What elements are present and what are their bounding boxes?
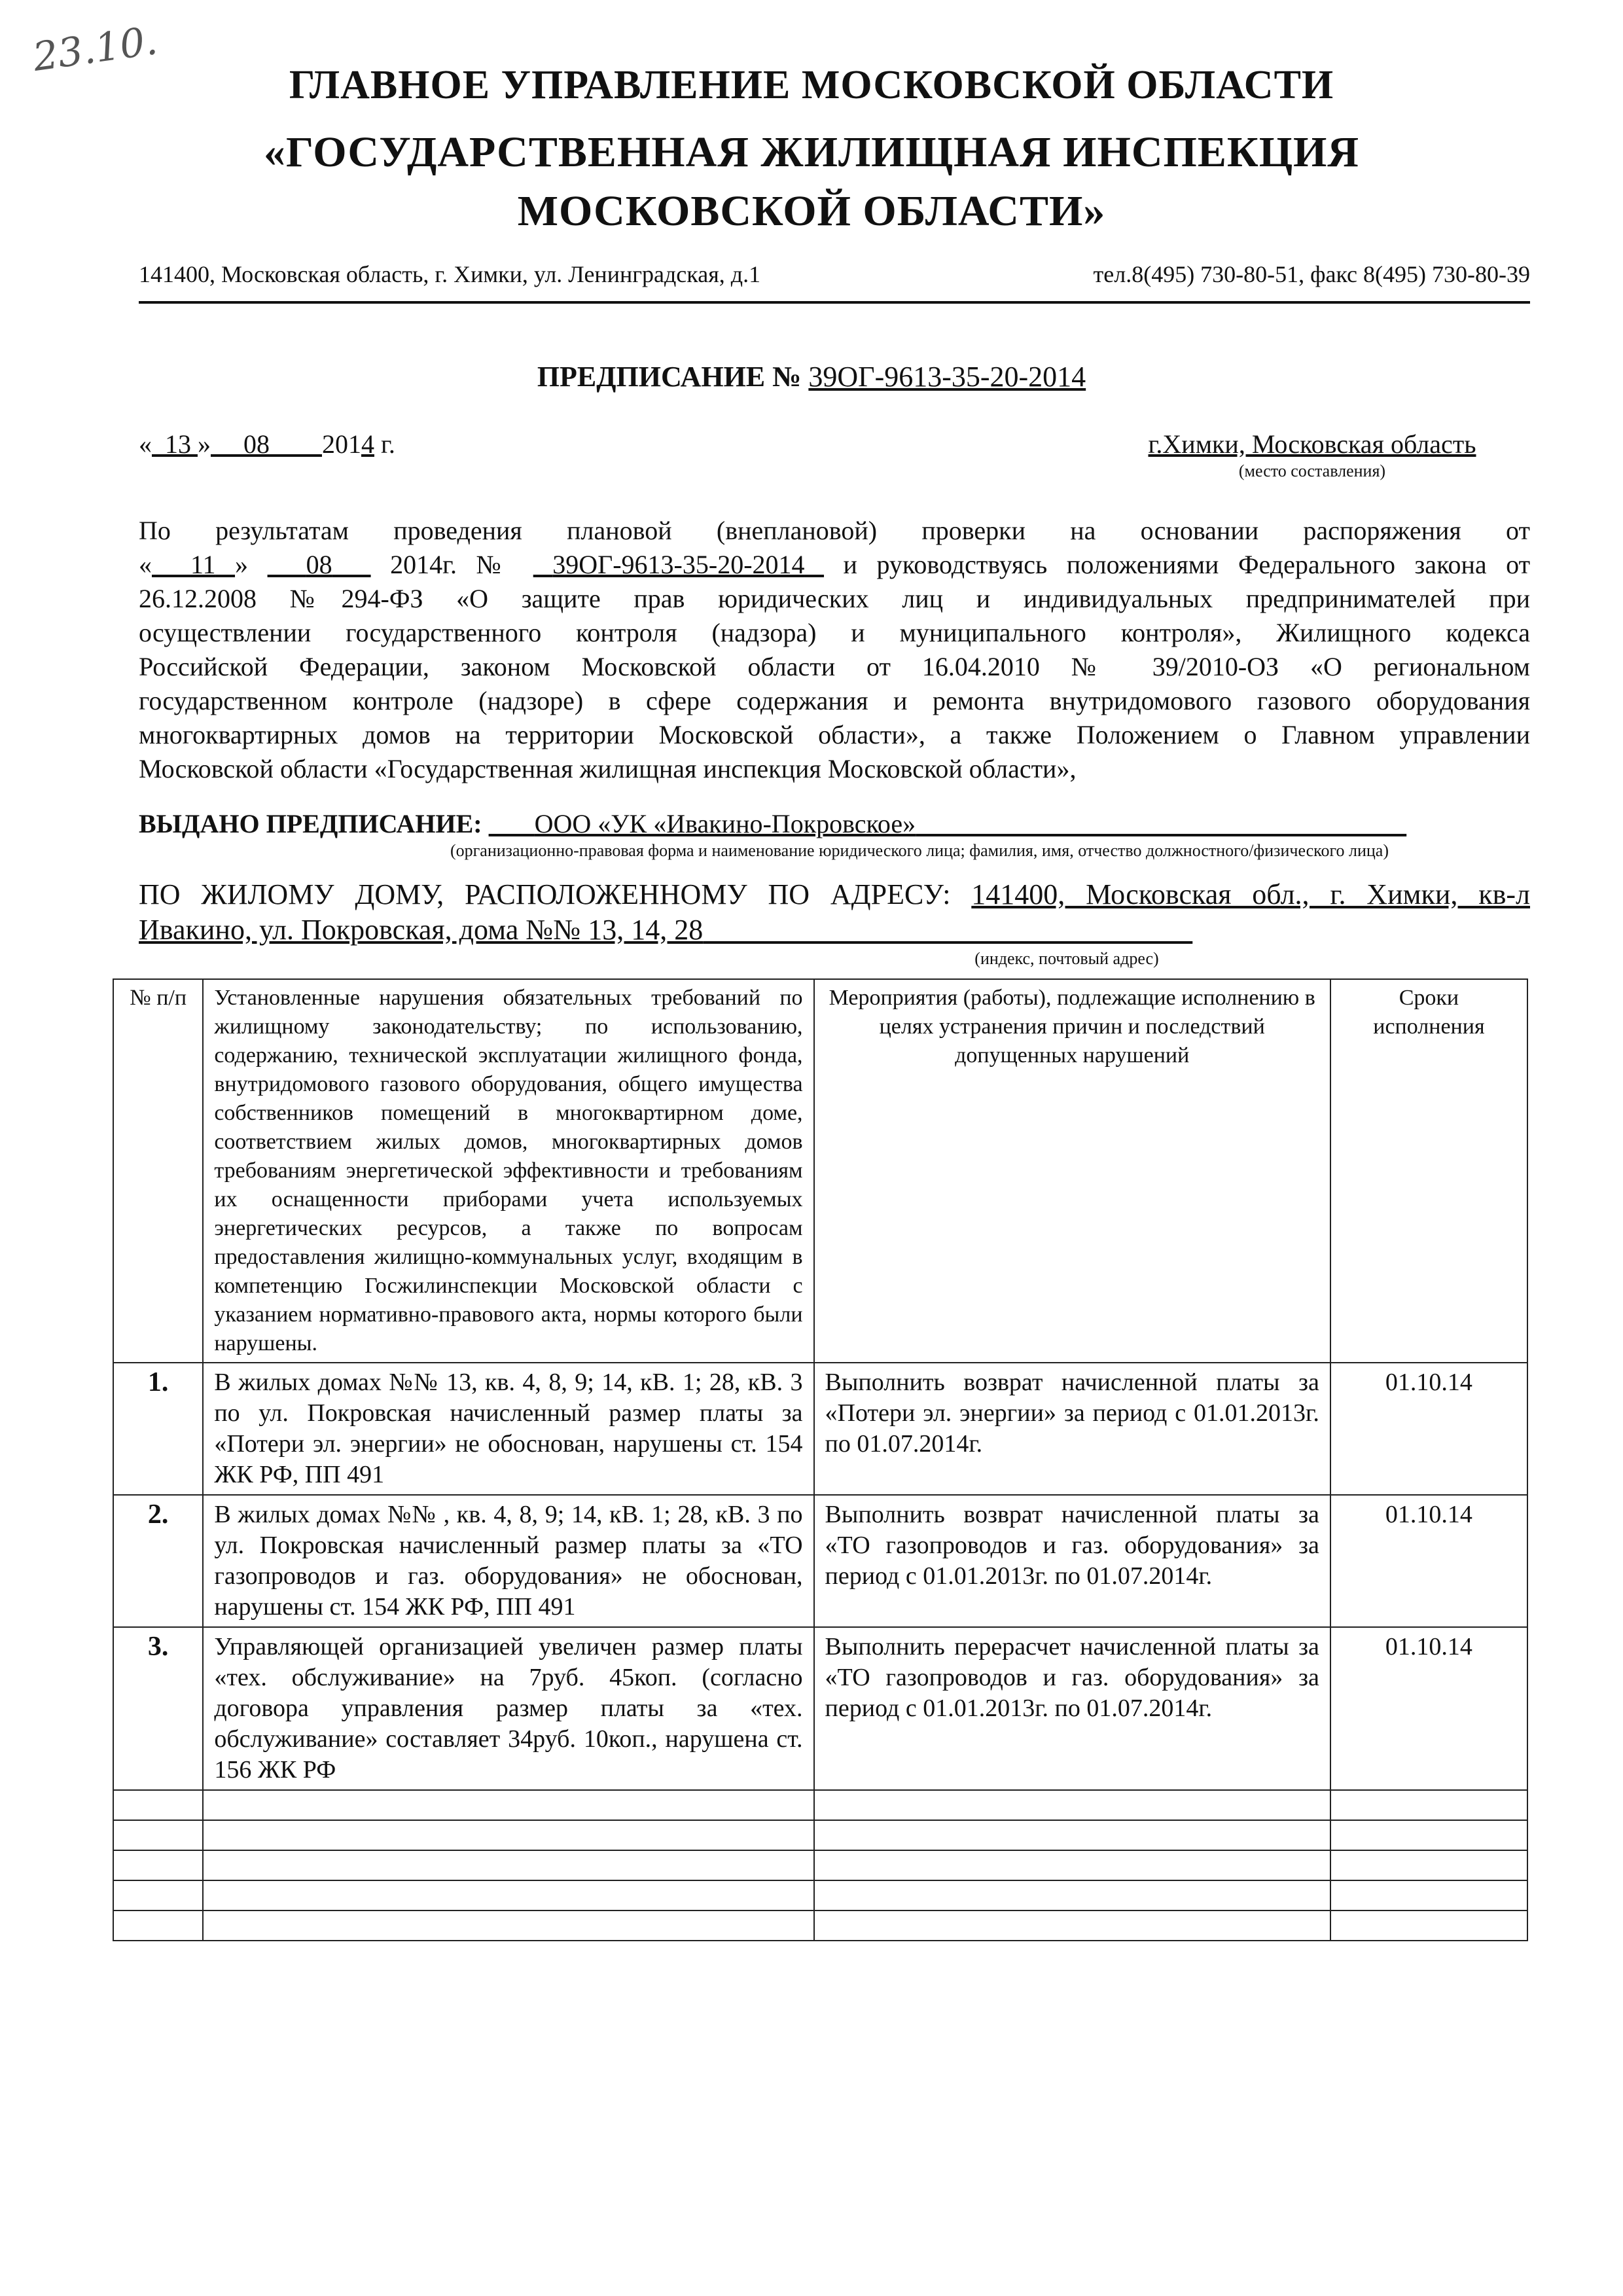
- empty-row: [113, 1790, 1527, 1820]
- row-violation: В жилых домах №№ , кв. 4, 8, 9; 14, кВ. 1; 28, кВ. 3 по ул. Покровская начисленный размер платы за «ТО газопроводов и газ. оборудования» не обоснован, нарушены ст. 154 ЖК РФ, ПП 491: [203, 1495, 813, 1627]
- table-row: [113, 1627, 1527, 1790]
- header-line-1: ГЛАВНОЕ УПРАВЛЕНИЕ МОСКОВСКОЙ ОБЛАСТИ: [289, 63, 1334, 107]
- date-open-quote: «: [139, 429, 152, 459]
- row-measure: Выполнить возврат начисленной платы за «ТО газопроводов и газ. оборудования» за период с 01.01.2013г. по 01.07.2014г.: [814, 1495, 1330, 1627]
- row-deadline: 01.10.14: [1330, 1627, 1527, 1790]
- row-num: 1.: [113, 1363, 203, 1495]
- row-violation: Управляющей организацией увеличен размер платы «тех. обслуживание» на 7руб. 45коп. (согласно договора управления размер платы за «тех. обслуживание» составляет 34руб. 10коп., нарушена ст. 156 ЖК РФ: [203, 1627, 813, 1790]
- empty-row: [113, 1820, 1527, 1850]
- issued-label: ВЫДАНО ПРЕДПИСАНИЕ:: [139, 809, 482, 838]
- address-value-1: 141400, Московская обл., г. Химки, кв-л: [971, 878, 1530, 910]
- issued-org: ООО «УК «Ивакино-Покровское»: [534, 809, 916, 838]
- table-row: [113, 1495, 1527, 1627]
- row-deadline: 01.10.14: [1330, 1363, 1527, 1495]
- intro-line-7: многоквартирных домов на территории Московской области», а также Положением о Главном управлении: [139, 720, 1530, 749]
- date-close-quote: »: [198, 429, 211, 459]
- intro-line-4: осуществлении государственного контроля (надзора) и муниципального контроля», Жилищного кодекса: [139, 618, 1530, 647]
- header-contacts: [139, 260, 1530, 288]
- intro-line-3: 26.12.2008 №294-ФЗ «О защите прав юридических лиц и индивидуальных предпринимателей при: [139, 584, 1530, 613]
- table-row: [113, 1363, 1527, 1495]
- empty-row: [113, 1880, 1527, 1910]
- intro-line-8: Московской области «Государственная жилищная инспекция Московской области»,: [139, 754, 1077, 783]
- empty-row: [113, 1910, 1527, 1941]
- address-line-2: [139, 912, 1530, 948]
- header-violations: Установленные нарушения обязательных требований по жилищному законодательству; по использованию, содержанию, технической эксплуатации жилищного фонда, внутридомового газового оборудования, общего имущества собственников помещений в многоквартирном доме, соответствием жилых домов, многоквартирных домов требованиям энергетической эффективности и требованиям их оснащенности приборами учета используемых энергетических ресурсов, а также по вопросам предоставления жилищно-коммунальных услуг, входящим в компетенцию Госжилинспекции Московской области с указанием нормативно-правового акта, нормы которого были нарушены.: [203, 979, 813, 1363]
- intro-line-6: государственном контроле (надзоре) в сфере содержания и ремонта внутридомового газового оборудования: [139, 686, 1530, 715]
- order-title: [0, 360, 1623, 393]
- address-caption: (индекс, почтовый адрес): [974, 949, 1159, 968]
- order-place-caption: (место составления): [1238, 461, 1386, 480]
- order-date: [139, 429, 395, 459]
- issued-caption: (организационно-правовая форма и наименование юридического лица; фамилия, имя, отчество должностного/физического лица): [450, 841, 1389, 860]
- header-phones: тел.8(495) 730-80-51, факс 8(495) 730-80-39: [1093, 261, 1530, 287]
- intro-line-2: « 11 » 08 2014г. № 39ОГ-9613-35-20-2014 и руководствуясь положениями Федерального закона от: [139, 550, 1531, 579]
- header-line-3: МОСКОВСКОЙ ОБЛАСТИ»: [517, 187, 1106, 235]
- address-value-2: Ивакино, ул. Покровская, дома №№ 13, 14, 28: [139, 914, 704, 946]
- intro-line-5: Российской Федерации, законом Московской области от 16.04.2010 № 39/2010-ОЗ «О региональном: [139, 652, 1530, 681]
- date-month: 08: [243, 429, 270, 459]
- header-line-2: «ГОСУДАРСТВЕННАЯ ЖИЛИЩНАЯ ИНСПЕКЦИЯ: [263, 128, 1360, 176]
- handwritten-note: 23.10.: [30, 18, 160, 81]
- header-divider: [139, 301, 1530, 304]
- header-num: № п/п: [113, 979, 203, 1363]
- row-num: 2.: [113, 1495, 203, 1627]
- header-address: 141400, Московская область, г. Химки, ул. Ленинградская, д.1: [139, 261, 761, 287]
- row-deadline: 01.10.14: [1330, 1495, 1527, 1627]
- violations-table: [113, 978, 1528, 1941]
- address-line-1: [139, 877, 1530, 912]
- date-year: 2014: [322, 429, 374, 459]
- header-deadline: Сроки исполнения: [1330, 979, 1527, 1363]
- order-number: 39ОГ-9613-35-20-2014: [808, 361, 1086, 393]
- order-place: г.Химки, Московская область: [1148, 429, 1476, 459]
- date-year-suffix: г.: [381, 429, 395, 459]
- address-block: [139, 877, 1530, 948]
- table-header-row: [113, 979, 1527, 1363]
- empty-row: [113, 1850, 1527, 1880]
- row-measure: Выполнить возврат начисленной платы за «Потери эл. энергии» за период с 01.01.2013г. по 01.07.2014г.: [814, 1363, 1330, 1495]
- header-measures: Мероприятия (работы), подлежащие исполнению в целях устранения причин и последствий допущенных нарушений: [814, 979, 1330, 1363]
- row-violation: В жилых домах №№ 13, кв. 4, 8, 9; 14, кВ. 1; 28, кВ. 3 по ул. Покровская начисленный размер платы за «Потери эл. энергии» не обоснован, нарушены ст. 154 ЖК РФ, ПП 491: [203, 1363, 813, 1495]
- row-measure: Выполнить перерасчет начисленной платы за «ТО газопроводов и газ. оборудования» за период с 01.01.2013г. по 01.07.2014г.: [814, 1627, 1330, 1790]
- date-day: 13: [165, 429, 191, 459]
- intro-paragraph: [139, 514, 1530, 786]
- intro-line-1: По результатам проведения плановой (внеплановой) проверки на основании распоряжения от: [139, 516, 1530, 545]
- order-title-prefix: ПРЕДПИСАНИЕ №: [537, 361, 802, 393]
- address-label: ПО ЖИЛОМУ ДОМУ, РАСПОЛОЖЕННОМУ ПО АДРЕСУ:: [139, 878, 951, 910]
- row-num: 3.: [113, 1627, 203, 1790]
- issued-line: [139, 808, 1406, 839]
